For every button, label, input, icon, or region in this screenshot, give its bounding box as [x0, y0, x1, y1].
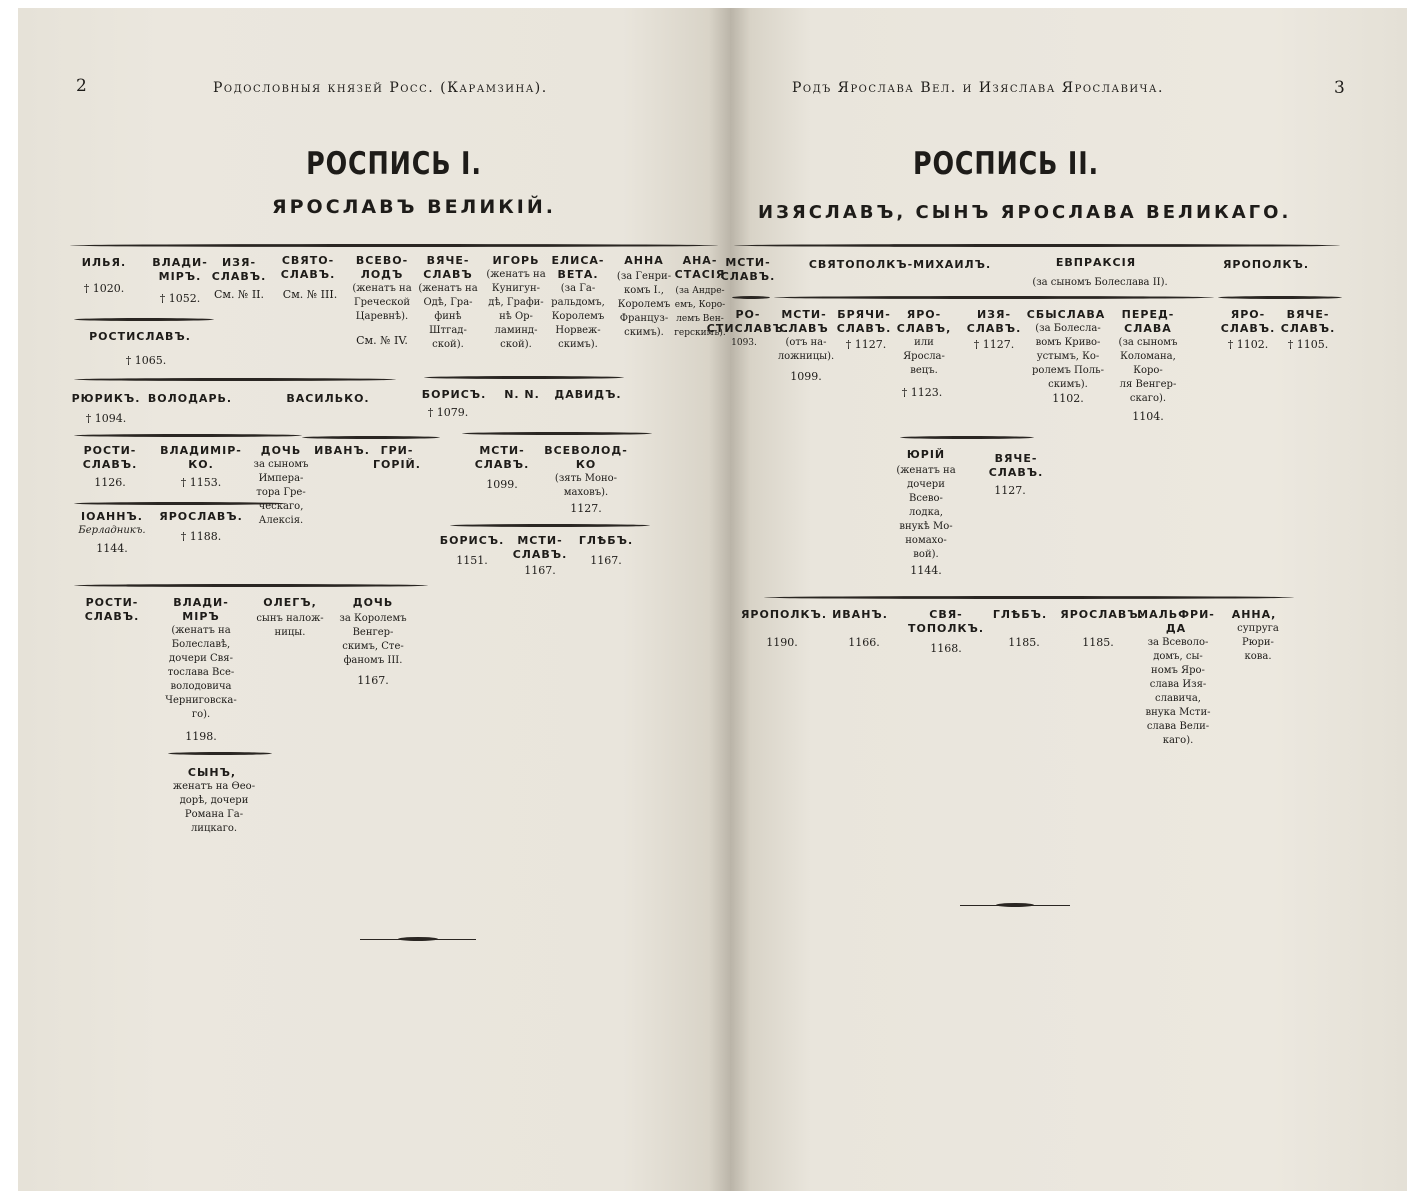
person-note: (женатъ на Кунигун- дѣ, Графи- нѣ Ор- ламинд- ской). [486, 269, 546, 350]
person-year: См. № II. [213, 288, 265, 301]
person-name: ВЯЧЕ- СЛАВЪ [423, 254, 473, 281]
person-name: ЕВПРАКСІЯ [1055, 256, 1137, 269]
person-name: ДОЧЬ [260, 444, 302, 457]
person-name: АННА, [1231, 608, 1277, 621]
person-name: АННА [624, 254, 664, 267]
person-name: ЯРОСЛАВЪ. [1060, 608, 1144, 621]
person-name: РЮРИКЪ. [71, 392, 141, 405]
person-year: † 1123. [901, 386, 943, 399]
person-name: МАЛЬФРИ- ДА [1137, 608, 1215, 635]
tail-ornament [398, 937, 438, 941]
person-year: 1185. [1082, 636, 1114, 649]
person-name: РОСТИСЛАВЪ. [89, 330, 191, 343]
section-title: РОСПИСЬ II. [913, 146, 1099, 182]
person-name: ИГОРЬ [492, 254, 540, 267]
person-note: (отъ на- ложницы). [777, 337, 835, 362]
person-name: БОРИСЪ. [421, 388, 487, 401]
heavy-rule [74, 502, 286, 505]
person-note: или Яросла- вецъ. [903, 337, 945, 376]
page-number: 3 [1334, 78, 1345, 98]
person-note: сынъ налож- ницы. [256, 613, 324, 638]
person-name: МСТИ- СЛАВЪ. [720, 256, 776, 283]
person-year: † 1079. [427, 406, 469, 419]
heavy-rule [302, 436, 440, 439]
heavy-rule [74, 584, 428, 587]
person-year: † 1102. [1227, 338, 1269, 351]
person-year: 1127. [570, 502, 602, 515]
heavy-rule [450, 524, 650, 527]
heavy-rule [462, 432, 652, 435]
person-note: (за Болесла- вомъ Криво- устымъ, Ко- ролемъ Поль- скимъ). [1032, 323, 1104, 390]
person-name: ВЯЧЕ- СЛАВЪ. [988, 452, 1044, 479]
heavy-rule [168, 752, 272, 755]
person-name: ИЗЯ- СЛАВЪ. [211, 256, 267, 283]
person-name: ЯРОПОЛКЪ. [1222, 258, 1310, 271]
person-name: ОЛЕГЪ, [263, 596, 317, 609]
person-name: РО- СТИСЛАВЪ. [706, 308, 790, 335]
heavy-rule [1218, 296, 1342, 299]
heavy-rule [74, 434, 302, 437]
person-name: МСТИ- СЛАВЪ. [512, 534, 568, 561]
person-year: 1185. [1008, 636, 1040, 649]
person-year: † 1127. [845, 338, 887, 351]
person-name: ВЛАДИ- МІРЪ [173, 596, 229, 623]
heavy-rule [424, 376, 624, 379]
person-name: БОРИСЪ. [439, 534, 505, 547]
heavy-rule [764, 596, 1294, 599]
person-note: (за Генри- комъ I., Королемъ Француз- скимъ). [616, 271, 672, 338]
tail-ornament [996, 903, 1034, 907]
heavy-rule [74, 378, 396, 381]
person-note: (женатъ на Одѣ, Гра- финѣ Штгад- ской). [418, 283, 478, 350]
person-name: ЮРІЙ [906, 448, 946, 461]
person-year: См. № III. [282, 288, 338, 301]
person-name: АНА- СТАСІЯ [674, 254, 726, 281]
person-name: ИЛЬЯ. [81, 256, 127, 269]
person-name: МСТИ- СЛАВЪ [779, 308, 829, 335]
right-page [706, 8, 1407, 1191]
person-note: (женатъ на Греческой Царевнѣ). [352, 283, 412, 322]
person-name: ВЯЧЕ- СЛАВЪ. [1280, 308, 1336, 335]
heavy-rule [734, 244, 1340, 247]
heavy-rule [70, 244, 718, 247]
person-name: ЯРО- СЛАВЪ. [1220, 308, 1276, 335]
person-name: МСТИ- СЛАВЪ. [474, 444, 530, 471]
person-name: ИВАНЪ. [832, 608, 888, 621]
person-note: (женатъ на дочери Всево- лодка, внукѣ Мо- номахо- вой). [896, 465, 956, 560]
heavy-rule [900, 436, 1034, 439]
person-note: (за Га- ральдомъ, Королемъ Норвеж- скимъ). [551, 283, 605, 350]
person-name: СВЯ- ТОПОЛКЪ. [907, 608, 985, 635]
person-name: ПЕРЕД- СЛАВА [1121, 308, 1175, 335]
person-year: 1126. [94, 476, 126, 489]
person-name: ІОАННЪ. [81, 510, 143, 523]
person-name: ЯРОСЛАВЪ. [159, 510, 243, 523]
person-name: ДОЧЬ [352, 596, 394, 609]
person-year: 1093. [731, 338, 757, 348]
heavy-rule [774, 296, 1214, 299]
person-year: 1168. [930, 642, 962, 655]
person-year: † 1153. [180, 476, 222, 489]
person-name: ВАСИЛЬКО. [286, 392, 370, 405]
person-year: 1144. [910, 564, 942, 577]
person-name: ИВАНЪ. [314, 444, 370, 457]
running-head: Родъ Ярослава Вел. и Изяслава Ярославича. [792, 80, 1164, 96]
person-year: † 1065. [125, 354, 167, 367]
person-name: ЯРО- СЛАВЪ, [896, 308, 952, 335]
section-title: РОСПИСЬ I. [306, 146, 482, 182]
person-year: 1099. [486, 478, 518, 491]
person-name: ИЗЯ- СЛАВЪ. [966, 308, 1022, 335]
page-number: 2 [76, 76, 87, 96]
person-note: (за Андре- емъ, Коро- лемъ Вен- герскимъ). [674, 286, 726, 338]
person-name: N. N. [504, 388, 540, 401]
person-year: См. № IV. [356, 334, 408, 347]
heavy-rule [74, 318, 214, 321]
person-name: ВСЕВО- ЛОДЪ [355, 254, 409, 281]
person-note: Берладникъ. [78, 525, 146, 536]
person-name: СЫНЪ, [187, 766, 237, 779]
running-head: Родословныя князей Росс. (Карамзина). [213, 80, 548, 96]
person-year: 1102. [1052, 392, 1084, 405]
left-page [18, 8, 730, 1191]
heavy-rule [732, 296, 770, 299]
person-name: СБЫСЛАВА [1026, 308, 1106, 321]
person-note: (женатъ на Болеславѣ, дочери Свя- тослава Все- володовича Черниговска- го). [165, 625, 237, 720]
person-year: 1127. [994, 484, 1026, 497]
person-name: РОСТИ- СЛАВЪ. [84, 596, 140, 623]
person-name: СВЯТО- СЛАВЪ. [280, 254, 336, 281]
person-year: † 1094. [85, 412, 127, 425]
person-year: 1167. [524, 564, 556, 577]
person-year: 1167. [357, 674, 389, 687]
section-subtitle: ИЗЯСЛАВЪ, СЫНЪ ЯРОСЛАВА ВЕЛИКАГО. [758, 202, 1292, 223]
person-name: ГЛѢБЪ. [992, 608, 1048, 621]
person-year: 1144. [96, 542, 128, 555]
person-note: за Всеволо- домъ, сы- номъ Яро- слава Изя- славича, внука Мсти- слава Вели- каго). [1145, 637, 1211, 746]
person-name: ГРИ- ГОРІЙ. [373, 444, 421, 471]
person-name: РОСТИ- СЛАВЪ. [82, 444, 138, 471]
person-name: ЯРОПОЛКЪ. [740, 608, 828, 621]
person-note: супруга Рюри- кова. [1237, 623, 1279, 662]
person-note: (зять Моно- маховъ). [554, 473, 618, 498]
person-name: ВСЕВОЛОД- КО [544, 444, 628, 471]
person-year: 1099. [790, 370, 822, 383]
person-note: за сыномъ Импера- тора Гре- ческаго, Алексія. [253, 459, 309, 526]
person-year: † 1188. [180, 530, 222, 543]
person-name: ЕЛИСА- ВЕТА. [551, 254, 605, 281]
person-year: † 1052. [159, 292, 201, 305]
person-name: ВЛАДИМІР- КО. [160, 444, 242, 471]
person-note: за Королемъ Венгер- скимъ, Сте- фаномъ III. [339, 613, 407, 666]
person-year: 1198. [185, 730, 217, 743]
person-name: ВОЛОДАРЬ. [147, 392, 233, 405]
person-year: † 1020. [83, 282, 125, 295]
person-year: 1167. [590, 554, 622, 567]
person-note: женатъ на Ѳео- дорѣ, дочери Романа Га- лицкаго. [172, 781, 256, 834]
person-year: 1151. [456, 554, 488, 567]
person-year: 1104. [1132, 410, 1164, 423]
person-year: 1190. [766, 636, 798, 649]
person-year: 1166. [848, 636, 880, 649]
person-name: ДАВИДЪ. [554, 388, 622, 401]
person-year: † 1105. [1287, 338, 1329, 351]
person-note: (за сыномъ Болеслава II). [1032, 277, 1168, 288]
person-name: ВЛАДИ- МІРЪ. [152, 256, 208, 283]
person-name: СВЯТОПОЛКЪ-МИХАИЛЪ. [808, 258, 992, 271]
person-note: (за сыномъ Коломана, Коро- ля Венгер- скаго). [1118, 337, 1178, 404]
person-year: † 1127. [973, 338, 1015, 351]
section-subtitle: ЯРОСЛАВЪ ВЕЛИКІЙ. [272, 196, 556, 218]
person-name: ГЛѢБЪ. [578, 534, 634, 547]
person-name: БРЯЧИ- СЛАВЪ. [836, 308, 892, 335]
